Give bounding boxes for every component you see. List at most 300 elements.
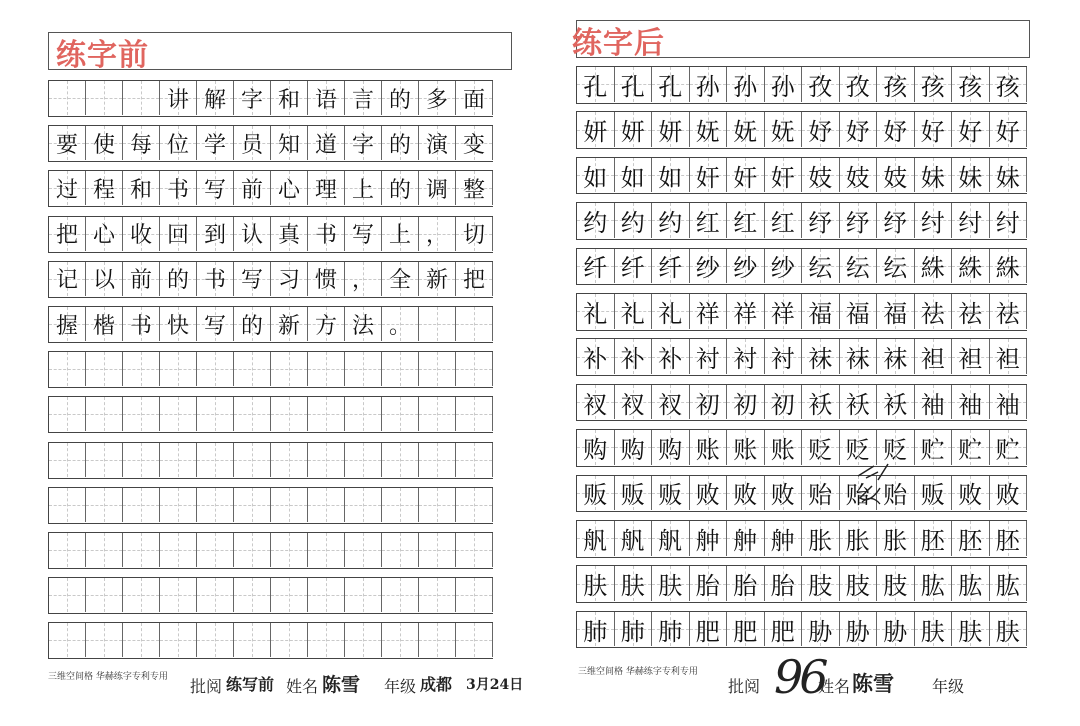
grid-cell	[160, 623, 197, 657]
handwritten-character: 肤	[958, 617, 983, 646]
handwritten-character: 如	[658, 163, 683, 192]
grid-cell	[382, 307, 419, 341]
grid-cell	[419, 307, 456, 341]
grid-cell	[840, 294, 878, 329]
grid-cell	[577, 430, 615, 465]
grid-row	[576, 384, 1027, 422]
handwritten-character: 贮	[920, 435, 945, 464]
grid-cell	[727, 612, 765, 647]
grid-cell	[690, 249, 728, 284]
handwritten-character: 贮	[958, 435, 983, 464]
grid-cell	[577, 521, 615, 556]
grid-cell	[840, 430, 878, 465]
grid-cell	[802, 158, 840, 193]
handwritten-character: 书	[129, 313, 152, 339]
handwritten-character: 前	[129, 268, 152, 294]
grid-cell	[160, 307, 197, 341]
grid-cell	[765, 158, 803, 193]
handwritten-character: 肥	[695, 617, 720, 646]
grid-cell	[840, 339, 878, 374]
handwritten-character: 妤	[808, 118, 833, 147]
grid-cell	[160, 397, 197, 431]
grid-row	[48, 532, 493, 569]
handwritten-character: 胀	[883, 526, 908, 555]
grid-cell	[49, 126, 86, 160]
grid-cell	[419, 443, 456, 477]
grid-cell	[197, 81, 234, 115]
grid-cell	[915, 203, 953, 238]
grid-cell	[382, 397, 419, 431]
handwritten-character: 变	[462, 132, 485, 158]
grid-cell	[345, 397, 382, 431]
after-practice-sheet	[548, 0, 1080, 726]
grid-cell	[271, 443, 308, 477]
grid-cell	[382, 217, 419, 251]
grid-cell	[990, 566, 1028, 601]
handwritten-character: 胁	[808, 617, 833, 646]
grid-cell	[123, 397, 160, 431]
handwritten-character: 衩	[658, 390, 683, 419]
grid-cell	[160, 81, 197, 115]
handwritten-character: 购	[658, 435, 683, 464]
handwritten-character: 心	[92, 223, 115, 249]
handwritten-character: 道	[314, 132, 337, 158]
grid-cell	[49, 307, 86, 341]
grid-cell	[456, 81, 493, 115]
grid-cell	[915, 385, 953, 420]
grid-cell	[840, 385, 878, 420]
grid-cell	[382, 623, 419, 657]
handwritten-character: ，	[425, 223, 448, 249]
handwritten-character: 理	[314, 177, 337, 203]
handwritten-character: 胎	[695, 572, 720, 601]
grid-cell	[123, 217, 160, 251]
grid-cell	[765, 566, 803, 601]
handwritten-character	[456, 307, 492, 341]
grid-cell	[456, 307, 493, 341]
grid-cell	[197, 578, 234, 612]
handwritten-character: 袒	[995, 345, 1020, 374]
handwritten-character: 回	[166, 223, 189, 249]
grid-cell	[308, 171, 345, 205]
grid-cell	[456, 623, 493, 657]
handwritten-character: 以	[92, 268, 115, 294]
grid-cell	[308, 533, 345, 567]
handwritten-character: 纣	[920, 208, 945, 237]
grid-cell	[840, 612, 878, 647]
grid-cell	[49, 81, 86, 115]
grid-cell	[802, 612, 840, 647]
handwritten-character: 肥	[733, 617, 758, 646]
left-grade-value: 成都	[420, 675, 453, 694]
grid-row	[576, 202, 1027, 240]
handwritten-character: 多	[425, 87, 448, 113]
handwritten-character: 妍	[583, 118, 608, 147]
grid-cell	[990, 249, 1028, 284]
grid-cell	[765, 476, 803, 511]
handwritten-character: 纣	[958, 208, 983, 237]
grid-row	[576, 293, 1027, 331]
grid-cell	[271, 533, 308, 567]
grid-cell	[802, 112, 840, 147]
handwritten-character: 快	[166, 313, 189, 339]
grid-cell	[308, 307, 345, 341]
grid-cell	[577, 249, 615, 284]
grid-cell	[86, 352, 123, 386]
handwritten-character: 纱	[770, 254, 795, 283]
handwritten-character: 如	[620, 163, 645, 192]
grid-cell	[615, 476, 653, 511]
grid-cell	[952, 249, 990, 284]
handwritten-character: 纾	[845, 208, 870, 237]
grid-cell	[308, 443, 345, 477]
grid-cell	[615, 385, 653, 420]
grid-cell	[419, 81, 456, 115]
grid-row	[576, 520, 1027, 558]
grid-cell	[308, 217, 345, 251]
grid-cell	[577, 476, 615, 511]
grid-cell	[271, 126, 308, 160]
grid-cell	[197, 623, 234, 657]
grid-cell	[877, 612, 915, 647]
grid-row	[576, 111, 1027, 149]
grid-cell	[456, 217, 493, 251]
handwritten-character: 舤	[583, 526, 608, 555]
grid-cell	[49, 217, 86, 251]
grid-cell	[49, 623, 86, 657]
handwritten-character: 账	[695, 435, 720, 464]
handwritten-character: 整	[462, 177, 485, 203]
grid-cell	[271, 262, 308, 296]
grid-cell	[727, 521, 765, 556]
grid-cell	[952, 385, 990, 420]
grid-cell	[197, 307, 234, 341]
grid-cell	[197, 126, 234, 160]
grid-cell	[160, 171, 197, 205]
handwritten-character: 孔	[620, 72, 645, 101]
handwritten-character: 福	[883, 299, 908, 328]
grid-cell	[577, 385, 615, 420]
grid-cell	[123, 171, 160, 205]
grid-cell	[765, 112, 803, 147]
grid-cell	[690, 566, 728, 601]
grid-cell	[690, 612, 728, 647]
grid-cell	[990, 521, 1028, 556]
grid-cell	[765, 203, 803, 238]
grid-cell	[234, 262, 271, 296]
grid-cell	[49, 533, 86, 567]
handwritten-character: 肺	[620, 617, 645, 646]
grid-cell	[615, 203, 653, 238]
handwritten-character: 位	[166, 132, 189, 158]
grid-cell	[382, 126, 419, 160]
grid-cell	[615, 112, 653, 147]
handwritten-character: 和	[129, 177, 152, 203]
grid-cell	[727, 476, 765, 511]
handwritten-character: 写	[203, 177, 226, 203]
grid-row	[48, 261, 493, 298]
grid-row	[48, 396, 493, 433]
handwritten-character: 上	[388, 223, 411, 249]
grid-cell	[952, 339, 990, 374]
handwritten-character: 衬	[695, 345, 720, 374]
handwritten-character: 絑	[920, 254, 945, 283]
handwritten-character: 肤	[658, 572, 683, 601]
grid-cell	[802, 339, 840, 374]
handwritten-character: 购	[583, 435, 608, 464]
handwritten-character: 袜	[808, 345, 833, 374]
grid-cell	[345, 488, 382, 522]
grid-cell	[877, 521, 915, 556]
handwritten-character: 写	[203, 313, 226, 339]
grid-cell	[690, 112, 728, 147]
handwritten-character: 孔	[583, 72, 608, 101]
grid-cell	[690, 294, 728, 329]
handwritten-character: 祥	[733, 299, 758, 328]
handwritten-character: 真	[277, 223, 300, 249]
handwritten-character: 孩	[995, 72, 1020, 101]
grid-cell	[990, 112, 1028, 147]
handwritten-character: 妓	[845, 163, 870, 192]
handwritten-character: 胚	[958, 526, 983, 555]
handwritten-character: 知	[277, 132, 300, 158]
grid-cell	[234, 171, 271, 205]
handwritten-character: 舤	[620, 526, 645, 555]
grid-row	[48, 125, 493, 162]
handwritten-character: 纣	[995, 208, 1020, 237]
grid-row	[48, 487, 493, 524]
handwritten-character: 贬	[808, 435, 833, 464]
handwritten-character: 语	[314, 87, 337, 113]
handwritten-character: 孙	[733, 72, 758, 101]
grid-cell	[86, 443, 123, 477]
handwritten-character: 孩	[958, 72, 983, 101]
grid-cell	[802, 203, 840, 238]
left-review-label: 批阅	[190, 677, 223, 696]
handwritten-character: 前	[240, 177, 263, 203]
grid-cell	[577, 112, 615, 147]
grid-cell	[915, 294, 953, 329]
right-brand-text: 三维空间格 华赫练字专利专用	[578, 667, 698, 677]
grid-row	[48, 170, 493, 207]
handwritten-character: 妍	[658, 118, 683, 147]
handwritten-character: 红	[695, 208, 720, 237]
grid-cell	[652, 294, 690, 329]
grid-cell	[160, 352, 197, 386]
grid-cell	[160, 533, 197, 567]
grid-cell	[615, 612, 653, 647]
grid-cell	[577, 566, 615, 601]
grid-cell	[727, 112, 765, 147]
handwritten-character: 补	[620, 345, 645, 374]
grid-cell	[877, 430, 915, 465]
handwritten-character: 舯	[770, 526, 795, 555]
grid-cell	[49, 262, 86, 296]
handwritten-character: 袄	[883, 390, 908, 419]
handwritten-character: 新	[277, 313, 300, 339]
grid-row	[48, 216, 493, 253]
grid-cell	[345, 126, 382, 160]
handwritten-character: 袖	[995, 390, 1020, 419]
grid-cell	[456, 262, 493, 296]
grid-cell	[727, 566, 765, 601]
grid-cell	[652, 521, 690, 556]
handwritten-character: 纱	[695, 254, 720, 283]
grid-row	[48, 80, 493, 117]
handwritten-character: 初	[733, 390, 758, 419]
grid-cell	[615, 430, 653, 465]
handwritten-character: 孙	[770, 72, 795, 101]
grid-cell	[456, 443, 493, 477]
right-grade-label: 年级	[932, 677, 965, 696]
grid-cell	[802, 385, 840, 420]
grid-cell	[952, 158, 990, 193]
handwritten-character: 妓	[808, 163, 833, 192]
handwritten-character: 惯	[314, 268, 337, 294]
grid-cell	[197, 533, 234, 567]
handwritten-character: 袖	[920, 390, 945, 419]
grid-cell	[419, 623, 456, 657]
grid-cell	[86, 307, 123, 341]
handwritten-character: 祛	[995, 299, 1020, 328]
grid-cell	[123, 533, 160, 567]
grid-cell	[877, 566, 915, 601]
grid-cell	[652, 249, 690, 284]
handwritten-character: 贻	[845, 481, 870, 510]
grid-cell	[419, 578, 456, 612]
handwritten-character: 约	[620, 208, 645, 237]
grid-cell	[915, 521, 953, 556]
left-brand-text: 三维空间格 华赫练字专利专用	[48, 672, 168, 682]
handwritten-character: 讲	[166, 87, 189, 113]
handwritten-character: 肤	[920, 617, 945, 646]
grid-row	[48, 351, 493, 388]
handwritten-character: 书	[203, 268, 226, 294]
handwritten-character: 面	[462, 87, 485, 113]
grid-cell	[990, 339, 1028, 374]
grid-cell	[49, 397, 86, 431]
grid-cell	[197, 443, 234, 477]
handwritten-character: 贩	[583, 481, 608, 510]
handwritten-character: 肱	[920, 572, 945, 601]
grid-cell	[308, 397, 345, 431]
grid-cell	[840, 158, 878, 193]
right-review-label: 批阅	[728, 677, 761, 696]
grid-cell	[382, 81, 419, 115]
grid-cell	[652, 612, 690, 647]
grid-cell	[990, 294, 1028, 329]
handwritten-character: 肥	[770, 617, 795, 646]
grid-cell	[802, 294, 840, 329]
grid-cell	[197, 262, 234, 296]
handwritten-character: 约	[583, 208, 608, 237]
grid-cell	[456, 488, 493, 522]
grid-cell	[615, 158, 653, 193]
grid-cell	[915, 566, 953, 601]
handwritten-character	[86, 81, 122, 115]
grid-cell	[382, 578, 419, 612]
grid-cell	[382, 488, 419, 522]
grid-cell	[577, 158, 615, 193]
handwritten-character: 祥	[770, 299, 795, 328]
grid-cell	[990, 612, 1028, 647]
grid-cell	[840, 203, 878, 238]
grid-cell	[345, 623, 382, 657]
grid-cell	[419, 488, 456, 522]
grid-cell	[160, 217, 197, 251]
grid-cell	[345, 443, 382, 477]
handwritten-character: 法	[351, 313, 374, 339]
handwritten-character: 胎	[733, 572, 758, 601]
handwritten-character: 妹	[958, 163, 983, 192]
handwritten-character: 过	[55, 177, 78, 203]
handwritten-character: 好	[958, 118, 983, 147]
grid-cell	[49, 578, 86, 612]
grid-cell	[952, 294, 990, 329]
grid-cell	[877, 67, 915, 102]
grid-cell	[419, 397, 456, 431]
handwritten-character: 贬	[845, 435, 870, 464]
handwritten-character: 好	[995, 118, 1020, 147]
grid-cell	[652, 158, 690, 193]
grid-cell	[160, 578, 197, 612]
grid-cell	[840, 476, 878, 511]
grid-cell	[160, 443, 197, 477]
handwritten-character: 败	[770, 481, 795, 510]
grid-cell	[308, 578, 345, 612]
handwritten-character: 购	[620, 435, 645, 464]
grid-cell	[345, 217, 382, 251]
grid-cell	[86, 578, 123, 612]
handwritten-character: 孔	[658, 72, 683, 101]
grid-cell	[456, 533, 493, 567]
grid-cell	[382, 443, 419, 477]
grid-cell	[234, 533, 271, 567]
grid-row	[576, 338, 1027, 376]
handwritten-character: 红	[733, 208, 758, 237]
grid-cell	[915, 249, 953, 284]
handwritten-character: 贮	[995, 435, 1020, 464]
grid-cell	[49, 488, 86, 522]
grid-cell	[915, 112, 953, 147]
handwritten-character: 肤	[995, 617, 1020, 646]
handwritten-character: 初	[695, 390, 720, 419]
handwritten-character: 到	[203, 223, 226, 249]
grid-cell	[615, 67, 653, 102]
grid-cell	[727, 385, 765, 420]
grid-cell	[727, 67, 765, 102]
grid-cell	[271, 352, 308, 386]
grid-cell	[197, 217, 234, 251]
grid-cell	[652, 430, 690, 465]
grid-cell	[990, 203, 1028, 238]
grid-cell	[308, 81, 345, 115]
grid-row	[576, 565, 1027, 603]
after-practice-label: 练字后	[572, 27, 665, 60]
grid-cell	[271, 217, 308, 251]
handwritten-character: 贩	[620, 481, 645, 510]
grid-cell	[419, 217, 456, 251]
handwritten-character: 胎	[770, 572, 795, 601]
grid-cell	[271, 307, 308, 341]
grid-row	[576, 611, 1027, 649]
left-name-value: 陈雪	[322, 674, 361, 696]
handwritten-character: 妤	[845, 118, 870, 147]
handwritten-character: 纭	[883, 254, 908, 283]
handwritten-character: ，	[351, 268, 374, 294]
grid-cell	[49, 443, 86, 477]
grid-cell	[990, 158, 1028, 193]
